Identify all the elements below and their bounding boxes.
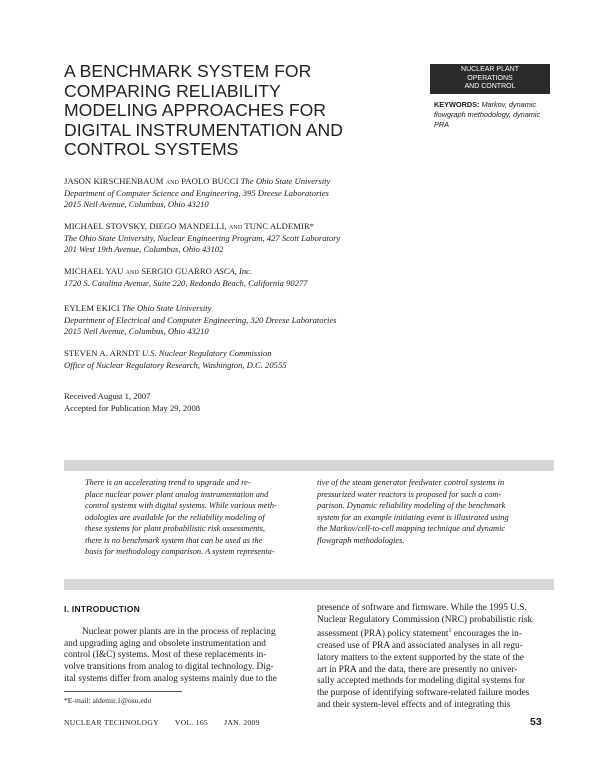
footnote-ref: 1 bbox=[448, 628, 452, 635]
abstract-line: control systems with digital systems. While various meth- bbox=[85, 501, 277, 511]
received-line: Received August 1, 2007 bbox=[64, 391, 151, 401]
author-org: ASCA, Inc. bbox=[214, 266, 253, 276]
title-line: DIGITAL INSTRUMENTATION AND bbox=[64, 119, 343, 140]
abstract-bottom-rule bbox=[64, 579, 554, 590]
author-names: MICHAEL STOVSKY, DIEGO MANDELLI, and TUNC ALDEMIR* bbox=[64, 221, 315, 231]
abstract-line: parison. Dynamic reliability modeling of the benchmark bbox=[317, 501, 506, 511]
title-line: MODELING APPROACHES FOR bbox=[64, 100, 326, 121]
author-address: Department of Electrical and Computer Engineering, 320 Dreese Laboratories bbox=[64, 314, 337, 325]
category-line: AND CONTROL bbox=[464, 83, 516, 91]
author-block bbox=[64, 176, 394, 211]
keywords-line: flowgraph methodology, dynamic bbox=[434, 110, 541, 119]
abstract-line: system for an example initiating event is illustrated using bbox=[317, 512, 509, 522]
accepted-line: Accepted for Publication May 29, 2008 bbox=[64, 402, 201, 413]
author-org: The Ohio State University bbox=[121, 303, 212, 313]
body-line: and their system-level effects and of integrating this bbox=[317, 699, 511, 710]
body-line: Nuclear Regulatory Commission (NRC) probabilistic risk bbox=[317, 614, 533, 625]
issue-date: JAN. 2009 bbox=[224, 718, 260, 727]
title-line: A BENCHMARK SYSTEM FOR bbox=[64, 61, 312, 81]
article-title bbox=[64, 62, 394, 160]
author-address: The Ohio State University, Nuclear Engineering Program, 427 Scott Laboratory bbox=[64, 232, 341, 243]
author-names: STEVEN A. ARNDT bbox=[64, 348, 140, 358]
author-names: EYLEM EKICI bbox=[64, 303, 120, 313]
abstract-line: tive of the steam generator feedwater control systems in bbox=[317, 478, 505, 487]
abstract-line: place nuclear power plant analog instrumentation and bbox=[85, 489, 269, 499]
body-line: creased use of PRA and associated analyses in all regu- bbox=[317, 641, 523, 652]
body-line: latory matters to the extent supported by the state of the bbox=[317, 652, 525, 663]
author-address: Department of Computer Science and Engineering, 395 Dreese Laboratories bbox=[64, 187, 329, 198]
running-footer bbox=[64, 718, 276, 727]
section-heading: I. INTRODUCTION bbox=[64, 604, 141, 614]
body-line: Nuclear power plants are in the process of replacing bbox=[82, 627, 276, 637]
category-line: NUCLEAR PLANT bbox=[461, 66, 519, 74]
abstract-line: basis for methodology comparison. A system representa- bbox=[85, 547, 275, 557]
body-right-column bbox=[317, 603, 555, 711]
body-line: art in PRA and the data, there are presently no univer- bbox=[317, 664, 518, 675]
author-names: MICHAEL YAU and SERGIO GUARRO bbox=[64, 266, 212, 276]
abstract-line: flowgraph methodologies. bbox=[317, 535, 405, 545]
abstract-top-rule bbox=[64, 460, 554, 471]
volume: VOL. 165 bbox=[174, 718, 209, 727]
footnote: *E-mail: aldemir.1@osu.edu bbox=[64, 696, 152, 705]
abstract-line: there is no benchmark system that can be used as the bbox=[85, 535, 263, 545]
abstract-line: pressurized water reactors is proposed for such a com- bbox=[317, 489, 502, 499]
author-address: 2015 Neil Avenue, Columbus, Ohio 43210 bbox=[64, 326, 209, 337]
keywords-line: PRA bbox=[434, 120, 450, 129]
author-address: 201 West 19th Avenue, Columbus, Ohio 43102 bbox=[64, 244, 224, 255]
keywords-line: Markov, dynamic bbox=[481, 100, 537, 109]
abstract-line: these systems for plant probabilistic risk assessments, bbox=[85, 524, 265, 534]
journal-name: NUCLEAR TECHNOLOGY bbox=[64, 718, 159, 727]
title-line: CONTROL SYSTEMS bbox=[64, 139, 239, 160]
abstract-line: There is an accelerating trend to upgrade and re- bbox=[85, 478, 251, 487]
author-block bbox=[64, 348, 394, 371]
keywords-label: KEYWORDS: bbox=[434, 100, 480, 109]
body-line: sally accepted methods for modeling digital systems for bbox=[317, 676, 525, 687]
body-line-fragment: encourages the in- bbox=[453, 629, 522, 640]
keywords-block bbox=[434, 100, 558, 130]
abstract-left-column bbox=[85, 477, 302, 558]
page-number: 53 bbox=[530, 716, 542, 728]
author-address: 1720 S. Catalina Avenue, Suite 220, Redondo Beach, California 90277 bbox=[64, 277, 308, 288]
author-org: U.S. Nuclear Regulatory Commission bbox=[141, 348, 272, 358]
author-block bbox=[64, 221, 394, 256]
body-line: ital systems differ from analog systems mainly due to the bbox=[64, 673, 277, 684]
body-line: the purpose of identifying software-related failure modes bbox=[317, 688, 530, 699]
body-line-fragment: assessment (PRA) policy statement bbox=[317, 629, 449, 640]
author-address: Office of Nuclear Regulatory Research, Washington, D.C. 20555 bbox=[64, 359, 287, 370]
body-left-column bbox=[64, 627, 302, 686]
category-line: OPERATIONS bbox=[467, 74, 513, 82]
abstract-line: the Markov/cell-to-cell mapping technique and dynamic bbox=[317, 524, 506, 534]
footnote-rule bbox=[64, 691, 182, 692]
body-line: and upgrading aging and obsolete instrumentation and bbox=[64, 638, 266, 649]
body-line: presence of software and firmware. While the 1995 U.S. bbox=[317, 603, 527, 613]
author-block bbox=[64, 266, 394, 289]
received-dates bbox=[64, 391, 200, 414]
body-line: control (I&C) systems. Most of these replacements in- bbox=[64, 650, 267, 661]
title-line: COMPARING RELIABILITY bbox=[64, 80, 281, 101]
category-badge bbox=[430, 64, 550, 94]
abstract-right-column bbox=[317, 477, 557, 546]
author-block bbox=[64, 303, 394, 338]
author-org: The Ohio State University bbox=[240, 176, 331, 186]
body-line bbox=[317, 626, 555, 641]
body-line: volve transitions from analog to digital technology. Dig- bbox=[64, 662, 274, 673]
author-names: JASON KIRSCHENBAUM and PAOLO BUCCI bbox=[64, 176, 239, 186]
abstract-line: odologies are available for the reliability modeling of bbox=[85, 512, 265, 522]
author-address: 2015 Neil Avenue, Columbus, Ohio 43210 bbox=[64, 199, 209, 210]
